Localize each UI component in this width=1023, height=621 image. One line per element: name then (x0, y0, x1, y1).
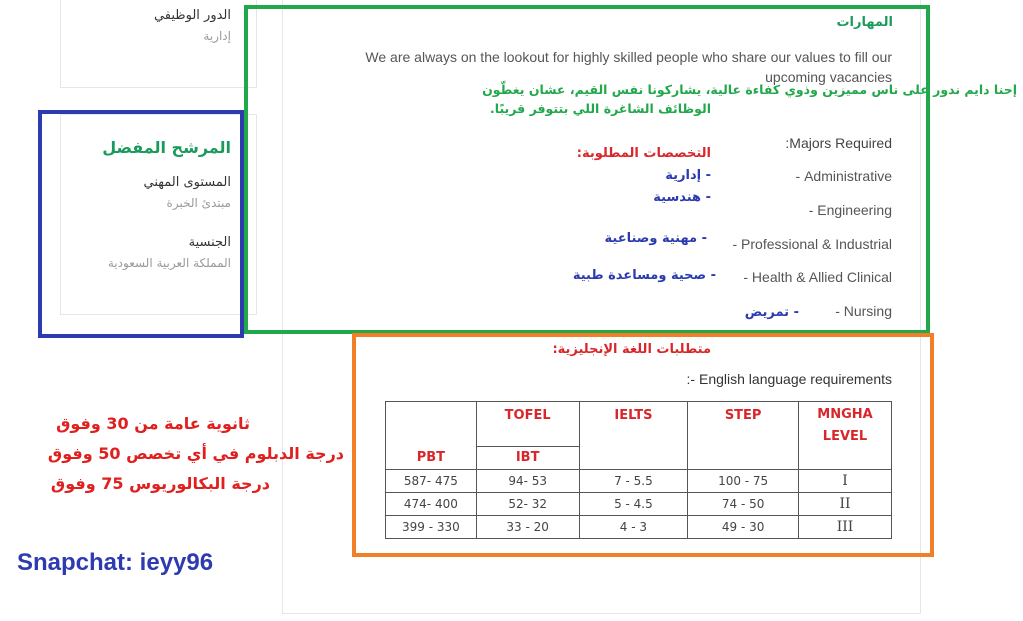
pbt-cell: 399 - 330 (386, 516, 477, 539)
header-ielts: IELTS (579, 402, 688, 470)
major-ar-3: - مهنية وصناعية (604, 231, 707, 246)
header-pbt: PBT (386, 447, 477, 470)
ielts-cell: 5 - 4.5 (579, 493, 688, 516)
step-cell: 74 - 50 (688, 493, 799, 516)
ibt-cell: 33 - 20 (476, 516, 579, 539)
major-en-1: Administrative - (795, 168, 892, 184)
level-cell: III (799, 516, 892, 539)
major-ar-1: - إدارية (665, 168, 711, 183)
major-ar-2: - هندسية (653, 190, 711, 205)
snapchat-handle: Snapchat: ieyy96 (17, 549, 214, 576)
english-title-en: English language requirements -: (686, 371, 892, 387)
job-role-label: الدور الوظيفي (153, 8, 231, 23)
majors-title-ar: التخصصات المطلوبة: (576, 146, 711, 161)
skills-highlight-frame (244, 5, 930, 334)
english-requirements-highlight-frame (352, 333, 934, 557)
major-ar-5: - تمريض (744, 305, 799, 320)
major-en-3: Professional & Industrial - (732, 236, 892, 252)
skills-intro-en: We are always on the lookout for highly skilled people who share our values to fill our upcoming vacancies (365, 49, 892, 85)
skills-title: المهارات (836, 15, 893, 30)
ibt-cell: 52- 32 (476, 493, 579, 516)
major-ar-4: - صحية ومساعدة طبية (572, 268, 716, 283)
career-level-value: مبتدئ الخبرة (166, 196, 231, 210)
header-mngha-level: MNGHA LEVEL (799, 402, 892, 470)
english-title-ar: متطلبات اللغة الإنجليزية: (552, 342, 711, 357)
skills-intro-ar-line2: الوظائف الشاغرة اللي بتتوفر قريبًا. (490, 101, 711, 116)
note-diploma: درجة الدبلوم في أي تخصص 50 وفوق (47, 444, 344, 463)
pbt-cell: 587- 475 (386, 470, 477, 493)
header-ibt: IBT (476, 447, 579, 470)
ielts-cell: 4 - 3 (579, 516, 688, 539)
nationality-label: الجنسية (188, 235, 231, 250)
majors-title-en: Majors Required: (785, 135, 892, 151)
career-level-label: المستوى المهني (143, 175, 231, 190)
major-en-2: Engineering - (808, 202, 892, 218)
preferred-candidate-title: المرشح المفضل (102, 138, 231, 157)
level-cell: I (799, 470, 892, 493)
ielts-cell: 7 - 5.5 (579, 470, 688, 493)
note-bachelor: درجة البكالوريوس 75 وفوق (50, 474, 270, 493)
preferred-candidate-highlight-frame (38, 110, 244, 338)
nationality-value: المملكة العربية السعودية (107, 256, 231, 270)
major-en-4: Health & Allied Clinical - (743, 269, 892, 285)
header-step: STEP (688, 402, 799, 470)
step-cell: 100 - 75 (688, 470, 799, 493)
job-role-value: إدارية (203, 29, 231, 43)
ibt-cell: 94- 53 (476, 470, 579, 493)
skills-intro-ar-line1: إحنا دايم ندور على ناس مميزين وذوي كفاءة عالية، يشاركونا نفس القيم، عشان يغطّون (482, 82, 1017, 97)
note-high-school: ثانوية عامة من 30 وفوق (56, 414, 250, 433)
step-cell: 49 - 30 (688, 516, 799, 539)
level-cell: II (799, 493, 892, 516)
header-tofel: TOFEL (476, 402, 579, 447)
major-en-5: Nursing - (835, 303, 892, 319)
pbt-cell: 474- 400 (386, 493, 477, 516)
